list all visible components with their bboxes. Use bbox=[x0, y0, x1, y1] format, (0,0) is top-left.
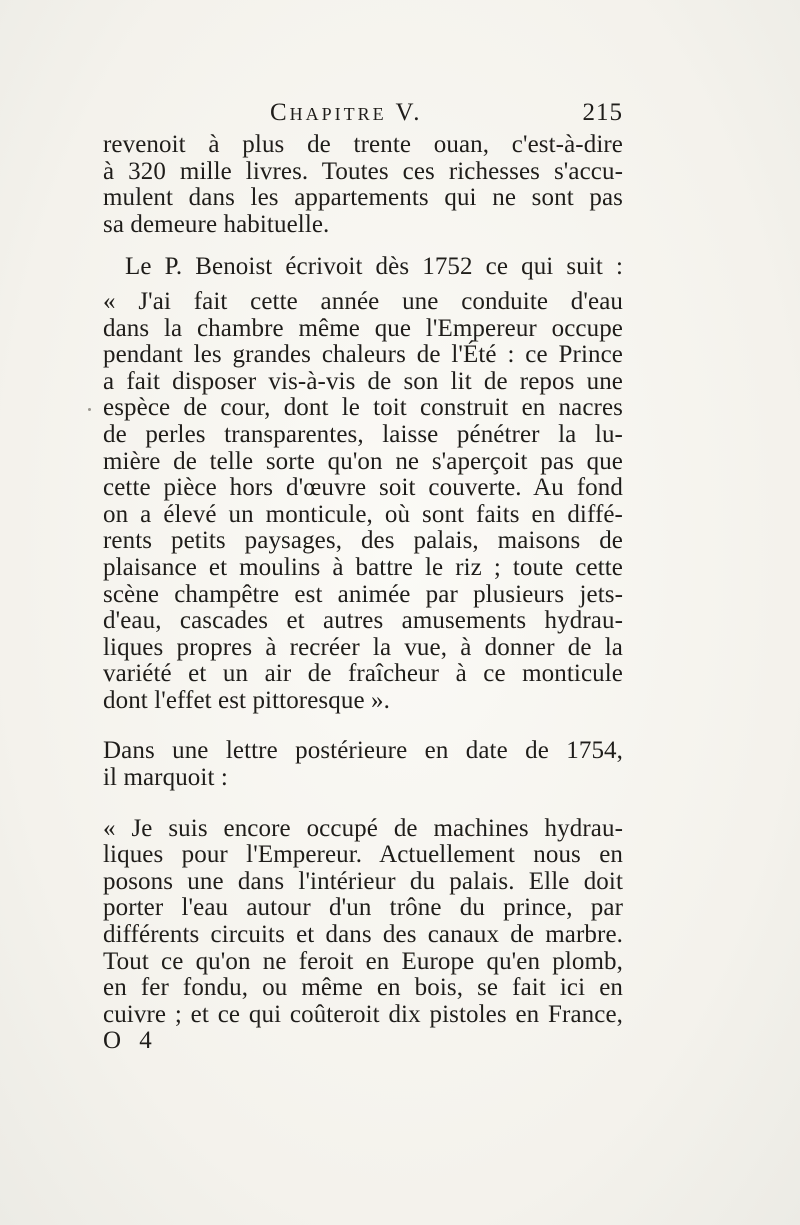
text-line: « Je suis encore occupé de machines hydrau- bbox=[103, 814, 623, 842]
text-line: à 320 mille livres. Toutes ces richesses s'accu- bbox=[103, 157, 623, 185]
paragraph-5 bbox=[103, 816, 623, 1029]
text-line: on a élevé un monticule, où sont faits en diffé- bbox=[103, 500, 623, 528]
text-line: a fait disposer vis-à-vis de son lit de repos une bbox=[103, 367, 623, 395]
text-line: mière de telle sorte qu'on ne s'aperçoit pas que bbox=[103, 447, 623, 475]
signature-mark: O 4 bbox=[103, 1027, 158, 1055]
paragraph-1 bbox=[103, 132, 623, 238]
page-text bbox=[103, 100, 623, 1055]
text-line: en fer fondu, ou même en bois, se fait ici en bbox=[103, 974, 623, 1002]
text-line: « J'ai fait cette année une conduite d'eau bbox=[103, 287, 623, 315]
text-line: espèce de cour, dont le toit construit en nacres bbox=[103, 394, 623, 422]
running-head bbox=[103, 100, 623, 130]
text-line: cuivre ; et ce qui coûteroit dix pistoles en France, bbox=[103, 1000, 623, 1028]
text-line: liques pour l'Empereur. Actuellement nous en bbox=[103, 841, 623, 869]
paragraph-2 bbox=[103, 254, 623, 281]
text-line: posons une dans l'intérieur du palais. Elle doit bbox=[103, 867, 623, 895]
text-line: sa demeure habituelle. bbox=[103, 210, 330, 238]
text-line: dans la chambre même que l'Empereur occupe bbox=[103, 314, 623, 342]
text-line: cette pièce hors d'œuvre soit couverte. Au fond bbox=[103, 474, 623, 502]
text-line: variété et un air de fraîcheur à ce monticule bbox=[103, 660, 623, 688]
text-line: porter l'eau autour d'un trône du prince, par bbox=[103, 894, 623, 922]
text-line: il marquoit : bbox=[103, 764, 228, 792]
text-line: d'eau, cascades et autres amusements hydrau- bbox=[103, 607, 623, 635]
text-line: plaisance et moulins à battre le riz ; toute cette bbox=[103, 553, 623, 581]
text-line: Tout ce qu'on ne feroit en Europe qu'en plomb, bbox=[103, 947, 623, 975]
text-line: rents petits paysages, des palais, maisons de bbox=[103, 527, 623, 555]
text-line: scène champêtre est animée par plusieurs jets- bbox=[103, 580, 623, 608]
paragraph-3 bbox=[103, 289, 623, 715]
text-line: liques propres à recréer la vue, à donner de la bbox=[103, 633, 623, 661]
running-title: Chapitre V. bbox=[270, 99, 423, 126]
paper-speck bbox=[88, 408, 91, 411]
text-line: Dans une lettre postérieure en date de 1754, bbox=[103, 737, 623, 765]
text-line: dont l'effet est pittoresque ». bbox=[103, 686, 390, 714]
text-line: revenoit à plus de trente ouan, c'est-à-dire bbox=[103, 131, 623, 158]
text-line: mulent dans les appartements qui ne sont pas bbox=[103, 184, 623, 212]
paragraph-4 bbox=[103, 738, 623, 791]
text-line: Le P. Benoist écrivoit dès 1752 ce qui suit : bbox=[125, 253, 623, 281]
text-line: différents circuits et dans des canaux de marbre. bbox=[103, 921, 623, 949]
text-line: de perles transparentes, laisse pénétrer la lu- bbox=[103, 420, 623, 448]
page-number: 215 bbox=[582, 99, 623, 126]
text-line: pendant les grandes chaleurs de l'Été : ce Prince bbox=[103, 341, 623, 369]
